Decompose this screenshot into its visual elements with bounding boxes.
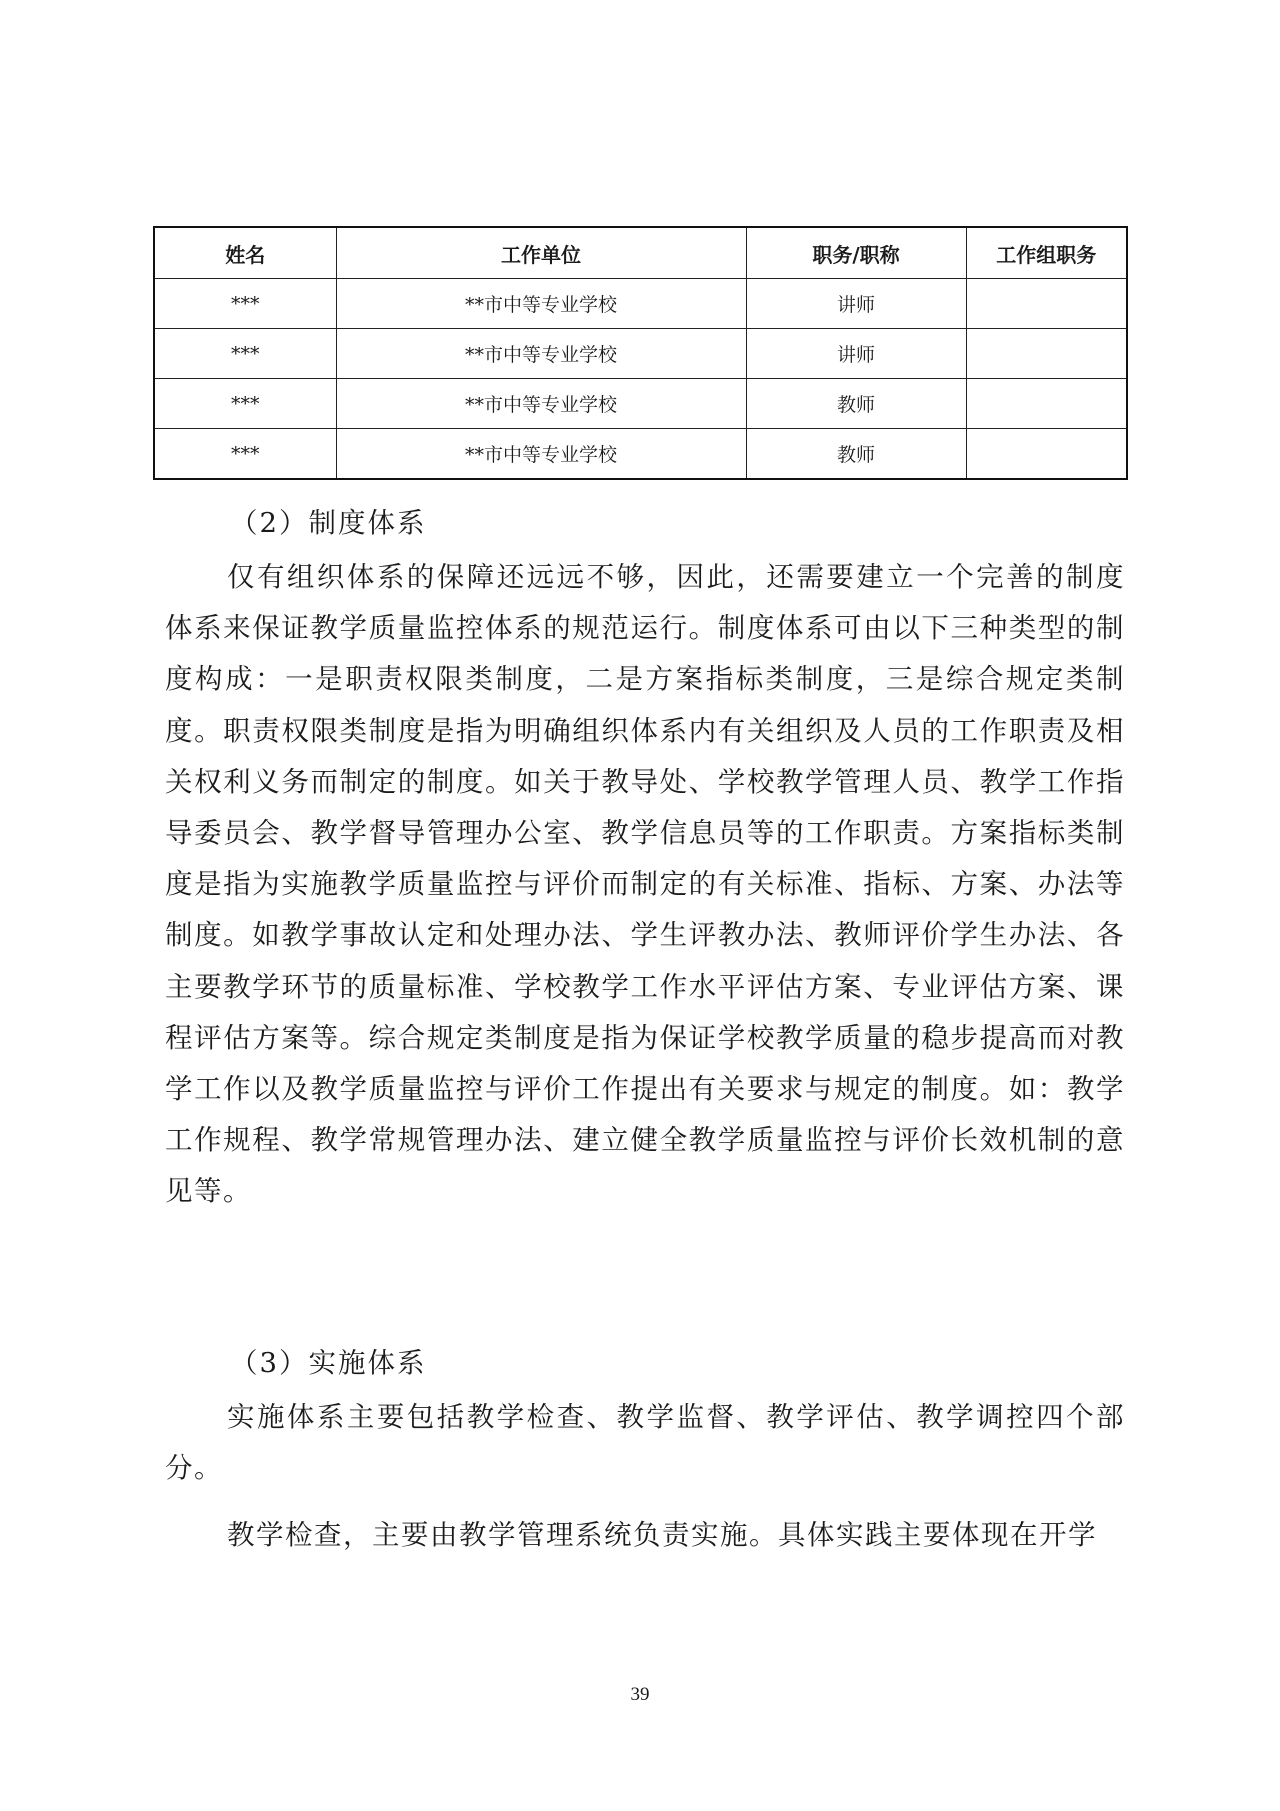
cell-group-role [966, 379, 1127, 429]
section3-paragraph-2: 教学检查，主要由教学管理系统负责实施。具体实践主要体现在开学 [227, 1519, 1097, 1551]
cell-position-title: 教师 [746, 379, 966, 429]
cell-group-role [966, 329, 1127, 379]
cell-group-role [966, 279, 1127, 329]
table-row [154, 329, 1127, 379]
cell-position-title: 教师 [746, 429, 966, 480]
header-name: 姓名 [154, 227, 336, 279]
page-number: 39 [630, 1684, 650, 1705]
section2-paragraph: 仅有组织体系的保障还远远不够，因此，还需要建立一个完善的制度体系来保证教学质量监控体系的规范运行。制度体系可由以下三种类型的制度构成：一是职责权限类制度，二是方案指标类制度，三是综合规定类制度。职责权限类制度是指为明确组织体系内有关组织及人员的工作职责及相关权利义务而制定的制度。如关于教导处、学校教学管理人员、教学工作指导委员会、教学督导管理办公室、教学信息员等的工作职责。方案指标类制度是指为实施教学质量监控与评价而制定的有关标准、指标、方案、办法等制度。如教学事故认定和处理办法、学生评教办法、教师评价学生办法、各主要教学环节的质量标准、学校教学工作水平评估方案、专业评估方案、课程评估方案等。综合规定类制度是指为保证学校教学质量的稳步提高而对教学工作以及教学质量监控与评价工作提出有关要求与规定的制度。如：教学工作规程、教学常规管理办法、建立健全教学质量监控与评价长效机制的意见等。 [165, 561, 1125, 1208]
table-row [154, 379, 1127, 429]
cell-name: *** [154, 379, 336, 429]
table-row [154, 429, 1127, 480]
cell-name: *** [154, 429, 336, 480]
section3-paragraph-1: 实施体系主要包括教学检查、教学监督、教学评估、教学调控四个部分。 [165, 1401, 1125, 1485]
section3-heading: （3）实施体系 [230, 1347, 427, 1379]
staff-table [153, 226, 1128, 480]
cell-work-unit: **市中等专业学校 [336, 279, 746, 329]
cell-position-title: 讲师 [746, 279, 966, 329]
cell-work-unit: **市中等专业学校 [336, 429, 746, 480]
cell-work-unit: **市中等专业学校 [336, 379, 746, 429]
cell-work-unit: **市中等专业学校 [336, 329, 746, 379]
cell-name: *** [154, 279, 336, 329]
header-work-unit: 工作单位 [336, 227, 746, 279]
table-row [154, 279, 1127, 329]
cell-name: *** [154, 329, 336, 379]
cell-group-role [966, 429, 1127, 480]
header-position-title: 职务/职称 [746, 227, 966, 279]
cell-position-title: 讲师 [746, 329, 966, 379]
header-group-role: 工作组职务 [966, 227, 1127, 279]
table-header-row [154, 227, 1127, 279]
section2-heading: （2）制度体系 [230, 507, 427, 539]
